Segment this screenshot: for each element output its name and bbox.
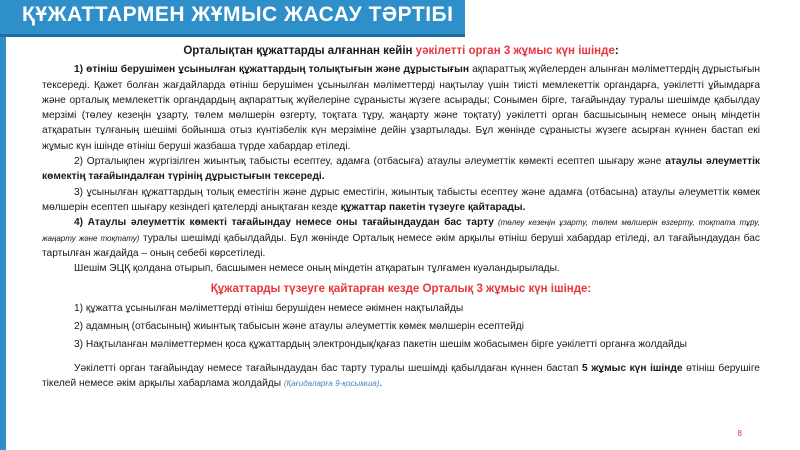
content xyxy=(42,44,760,391)
appendix-link[interactable]: (Қағидаларға 9-қосымша) xyxy=(283,378,380,388)
paragraph-1: 1) өтініш берушімен ұсынылған құжаттардың толықтығын және дұрыстығын ақпараттық жүйелерден алынған мәліметтердің дұрыстығын тексереді. Қажет болған жағдайларда өтініш берушімен ұсынылған мәліметтерді нақтылау үшін тиісті мемлекеттік органдарға, уәкілетті ұйымдарға және орталық мемлекеттік органдардың ақпараттық жүйелеріне сұранысты жүзеге асырады; Сонымен бірге, тағайындау туралы шешімде қабылдау мерзімі (төлеу кезеңін ұзарту, төлем мөлшерін өзгерту, тоқтата тұру, жаңарту және тоқтату) уәкілетті орган басшысының немесе оның міндетін атқаратын тұлғаның шешімі бойынша отыз күнтізбелік күн мерзіміне дейін ұзартылады. Бұл жөнінде сұранысты жүзеге асырған күннен бастап екі жұмыс күн ішінде өтініш беруші жазбаша түрде хабардар етіледі. xyxy=(42,64,760,152)
list-item: 3) Нақтыланған мәліметтермен қоса құжаттардың электрондық/қағаз пакетін шешім жобасымен бірге уәкілетті органға жолдайды xyxy=(74,339,687,351)
paragraph-2: 2) Орталықпен жүргізілген жиынтық табысты есептеу, адамға (отбасыға) атаулы әлеуметтік көмекті есептеп шығару және атаулы әлеуметтік көмектің тағайындалған түрінің дұрыстығын тексереді. xyxy=(42,156,760,183)
paragraph-5: Шешім ЭЦҚ қолдана отырып, басшымен немесе оның міндетін атқаратын тұлғамен куәландырылады. xyxy=(74,263,560,275)
list-item: 2) адамның (отбасының) жиынтық табысын және атаулы әлеуметтік көмек мөлшерін есептейді xyxy=(74,321,524,333)
section-heading-2: Құжаттарды түзеуге қайтарған кезде Орталық 3 жұмыс күн ішінде: xyxy=(210,283,592,296)
page-number: 8 xyxy=(737,429,742,438)
paragraph-3: 3) ұсынылған құжаттардың толық еместігін және дұрыс еместігін, жиынтық табысты есептеу және адамға (отбасына) атаулы әлеуметтік көмек мөлшерін есептеп шығару кезіндегі қателерді анықтаған кезде құжаттар пакетін түзеуге қайтарады. xyxy=(42,186,760,213)
heading-accent: уәкілетті орган 3 жұмыс күн ішінде xyxy=(415,45,615,57)
list-item: 1) құжатта ұсынылған мәліметтерді өтініш берушіден немесе әкімнен нақтылайды xyxy=(74,302,464,314)
section-heading-1: Орталықтан құжаттарды алғаннан кейін уәкілетті орган 3 жұмыс күн ішінде: xyxy=(183,45,619,57)
paragraph-6: Уәкілетті орган тағайындау немесе тағайындаудан бас тарту туралы шешімді қабылдаған күннен бастап 5 жұмыс күн ішінде өтініш берушіге тікелей немесе әкім арқылы хабарлама жолдайды (Қағидаларға 9-қосымша). xyxy=(42,362,760,389)
paragraph-4: 4) Атаулы әлеуметтік көмекті тағайындау немесе оны тағайындаудан бас тарту (төлеу кезеңін ұзарту, төлем мөлшерін өзгерту, тоқтата тұру, жаңарту және тоқтату) туралы шешімді қабылдайды. Бұл жөнінде Орталық немесе әкім арқылы өтініш беруші хабардар етіледі, ал тағайындаудан бас тартылған жағдайда – оның себебі көрсетіледі. xyxy=(42,217,761,259)
left-accent-rule xyxy=(0,37,6,450)
page-title: ҚҰЖАТТАРМЕН ЖҰМЫС ЖАСАУ ТӘРТІБІ xyxy=(22,3,454,26)
title-bar xyxy=(0,0,465,37)
